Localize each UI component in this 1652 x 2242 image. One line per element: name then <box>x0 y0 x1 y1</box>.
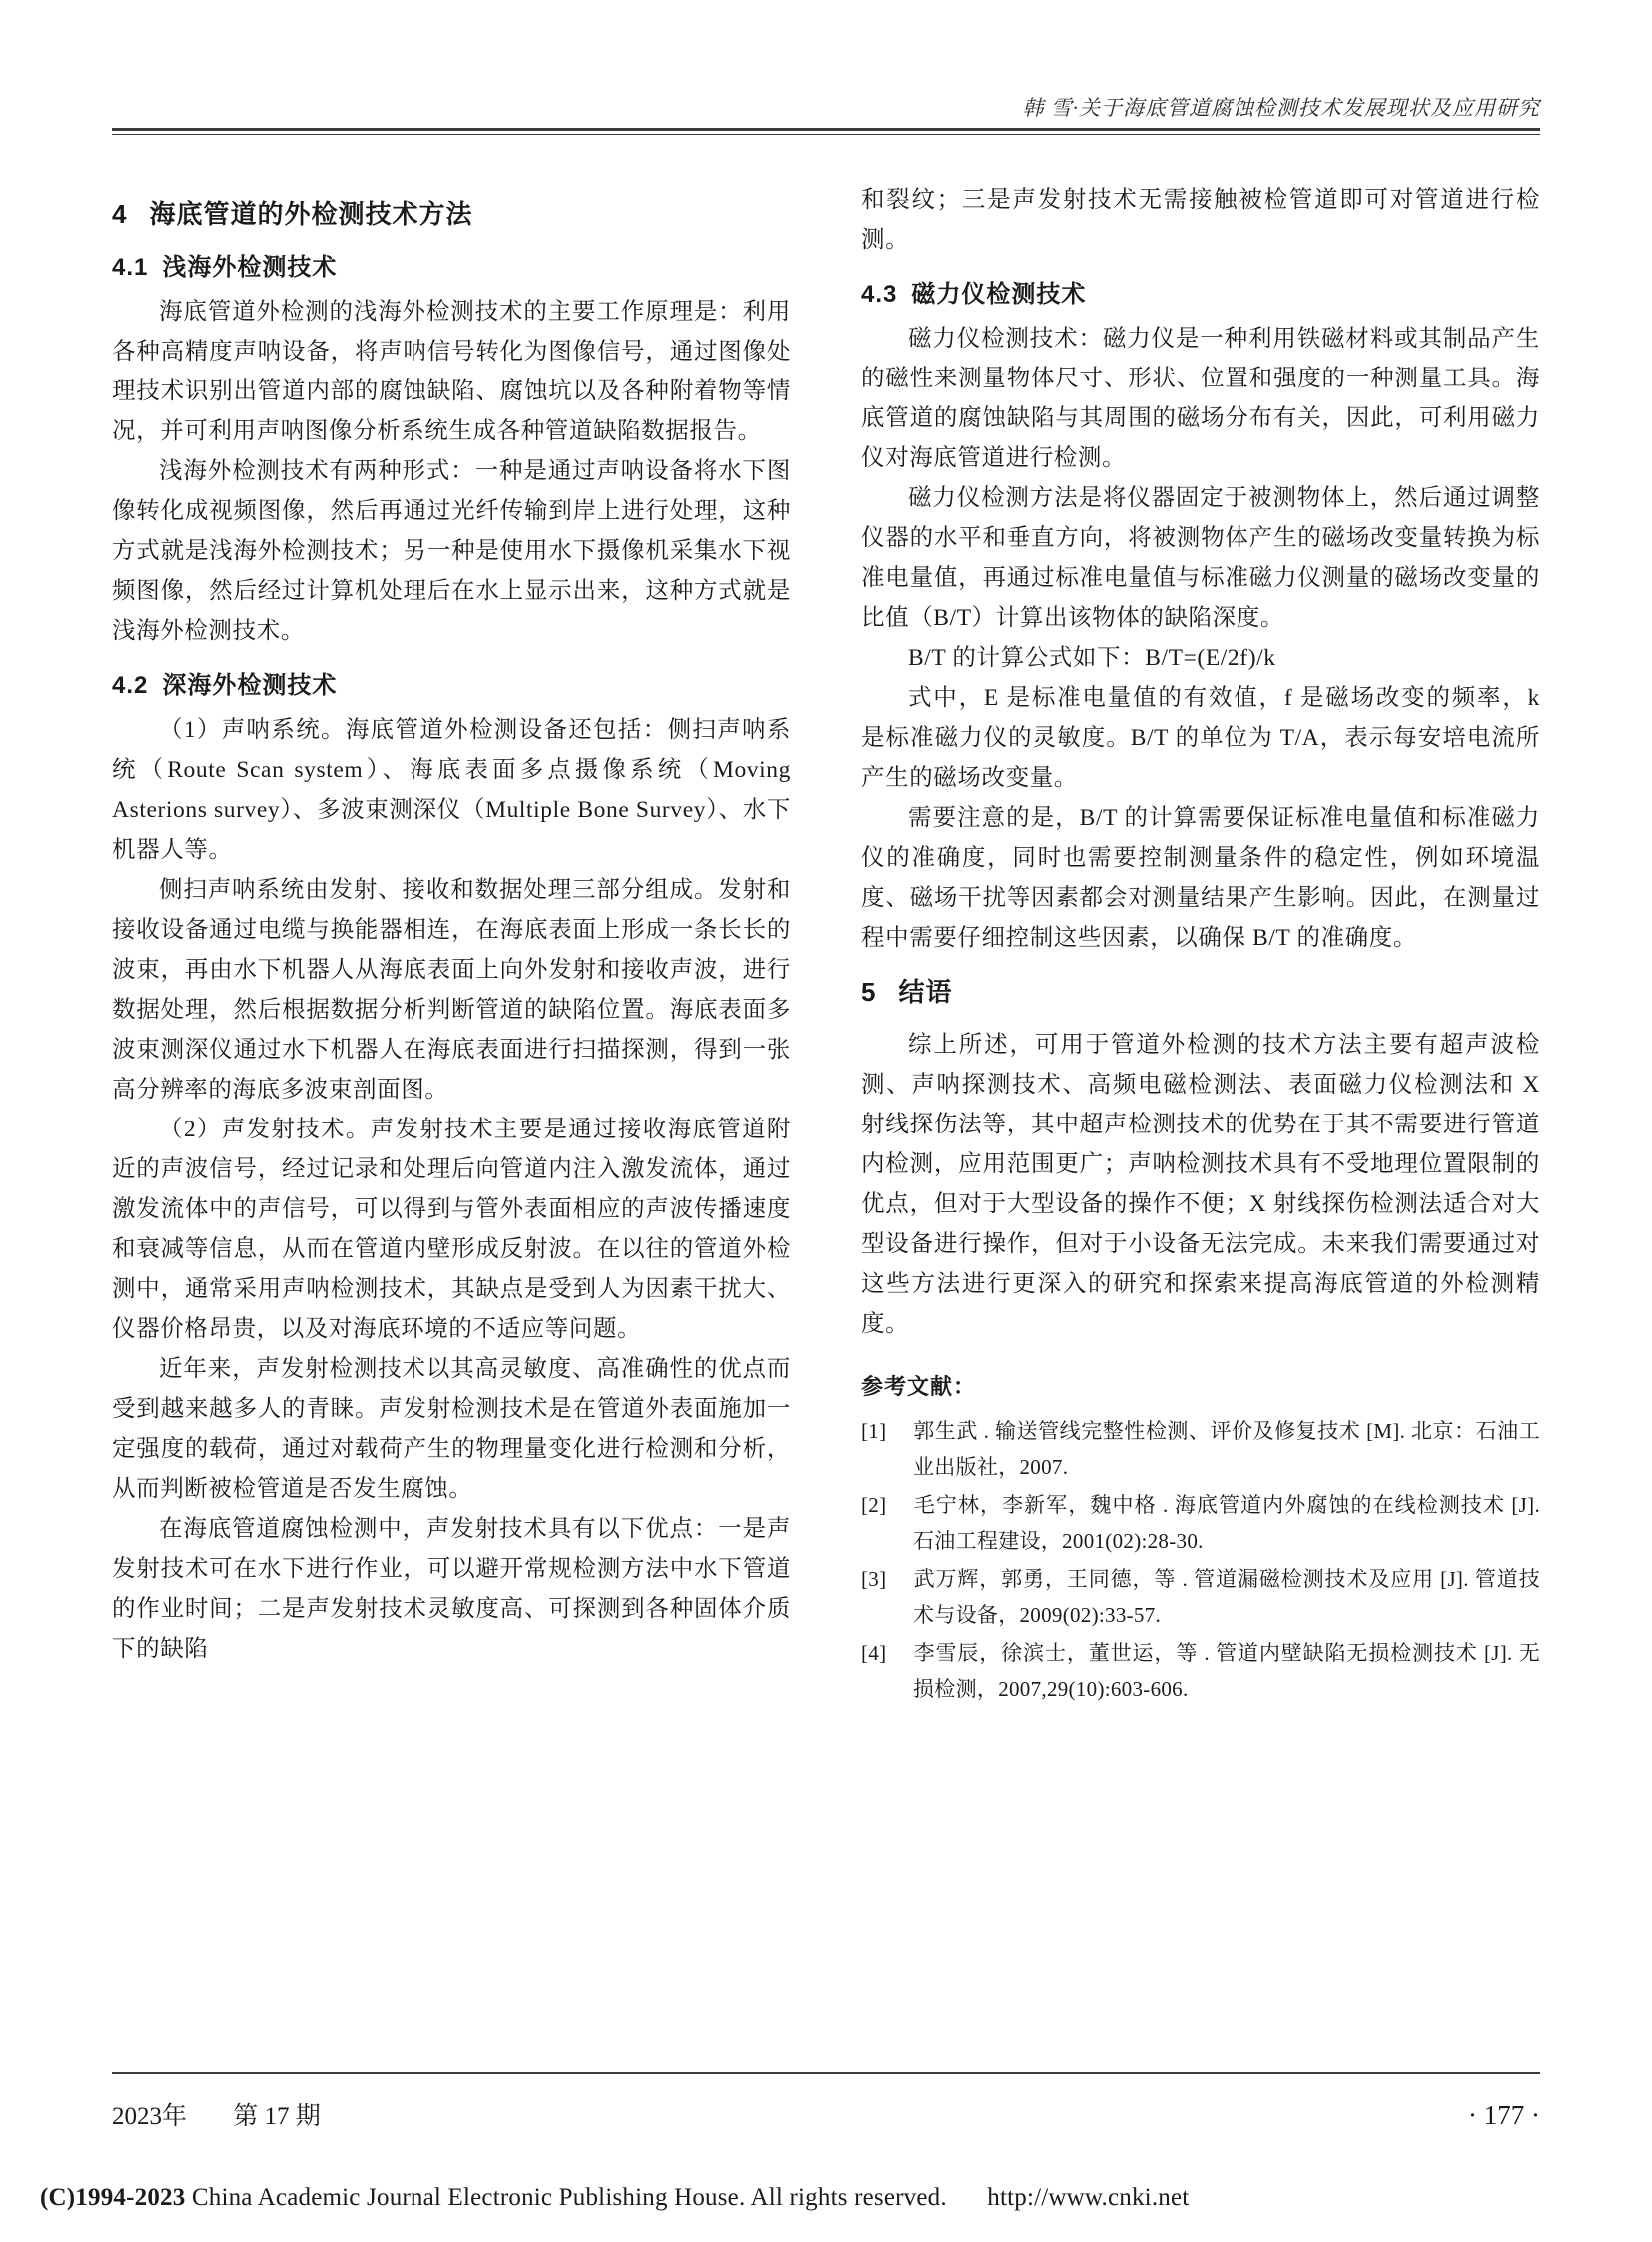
paragraph-4-3-4: 式中，E 是标准电量值的有效值，f 是磁场改变的频率，k 是标准磁力仪的灵敏度。B/T 的单位为 T/A，表示每安培电流所产生的磁场改变量。 <box>861 685 1540 791</box>
heading-section-5-title: 结语 <box>898 977 953 1007</box>
heading-section-4-2-number: 4.2 <box>112 672 149 699</box>
header-rule-thick <box>112 128 1540 131</box>
heading-section-4-3 <box>861 274 1540 309</box>
copyright-body: China Academic Journal Electronic Publishing House. All rights reserved. <box>191 2184 947 2211</box>
footer-year: 2023年 <box>112 2103 188 2130</box>
references-heading: 参考文献： <box>861 1374 977 1399</box>
reference-tag: [3] <box>861 1567 887 1591</box>
footer-left <box>112 2096 321 2132</box>
reference-item <box>861 1487 1540 1559</box>
reference-tag: [2] <box>861 1493 887 1517</box>
paragraph-4-2-4: 近年来，声发射检测技术以其高灵敏度、高准确性的优点而受到越来越多人的青睐。声发射检测技术是在管道外表面施加一定强度的载荷，通过对载荷产生的物理量变化进行检测和分析，从而判断被检管道是否发生腐蚀。 <box>112 1356 791 1502</box>
copyright-notice <box>40 2184 1612 2212</box>
paragraph-continued: 和裂纹；三是声发射技术无需接触被检管道即可对管道进行检测。 <box>861 187 1540 253</box>
header-rule-thin <box>112 134 1540 135</box>
paragraph-4-3-5: 需要注意的是，B/T 的计算需要保证标准电量值和标准磁力仪的准确度，同时也需要控制测量条件的稳定性，例如环境温度、磁场干扰等因素都会对测量结果产生影响。因此，在测量过程中需要仔细控制这些因素，以确保 B/T 的准确度。 <box>861 805 1540 951</box>
paragraph-5-1: 综上所述，可用于管道外检测的技术方法主要有超声波检测、声呐探测技术、高频电磁检测法、表面磁力仪检测法和 X 射线探伤法等，其中超声检测技术的优势在于其不需要进行管道内检测，应用范围更广；声呐检测技术具有不受地理位置限制的优点，但对于大型设备的操作不便；X 射线探伤检测法适合对大型设备进行操作，但对于小设备无法完成。未来我们需要通过对这些方法进行更深入的研究和探索来提高海底管道的外检测精度。 <box>861 1032 1540 1337</box>
footer-page-number: · 177 · <box>1468 2100 1540 2130</box>
copyright-prefix: (C)1994-2023 <box>40 2184 186 2211</box>
paragraph-4-2-3: （2）声发射技术。声发射技术主要是通过接收海底管道附近的声波信号，经过记录和处理后向管道内注入激发流体，通过激发流体中的声信号，可以得到与管外表面相应的声波传播速度和衰减等信息，从而在管道内壁形成反射波。在以往的管道外检测中，通常采用声呐检测技术，其缺点是受到人为因素干扰大、仪器价格昂贵，以及对海底环境的不适应等问题。 <box>112 1117 791 1342</box>
heading-section-4-1-number: 4.1 <box>112 254 149 281</box>
reference-text: 武万辉，郭勇，王同德，等 . 管道漏磁检测技术及应用 [J]. 管道技术与设备，2009(02):33-57. <box>913 1567 1540 1627</box>
reference-item <box>861 1561 1540 1633</box>
paragraph-4-2-2: 侧扫声呐系统由发射、接收和数据处理三部分组成。发射和接收设备通过电缆与换能器相连，在海底表面上形成一条长长的波束，再由水下机器人从海底表面上向外发射和接收声波，进行数据处理，然后根据数据分析判断管道的缺陷位置。海底表面多波束测深仪通过水下机器人在海底表面进行扫描探测，得到一张高分辨率的海底多波束剖面图。 <box>112 877 791 1103</box>
paragraph-4-3-1: 磁力仪检测技术：磁力仪是一种利用铁磁材料或其制品产生的磁性来测量物体尺寸、形状、位置和强度的一种测量工具。海底管道的腐蚀缺陷与其周围的磁场分布有关，因此，可利用磁力仪对海底管道进行检测。 <box>861 326 1540 471</box>
heading-section-4-2 <box>112 665 791 700</box>
heading-section-4-title: 海底管道的外检测技术方法 <box>149 199 473 229</box>
heading-section-4-1-title: 浅海外检测技术 <box>162 254 338 281</box>
paragraph-4-2-5: 在海底管道腐蚀检测中，声发射技术具有以下优点：一是声发射技术可在水下进行作业，可以避开常规检测方法中水下管道的作业时间；二是声发射技术灵敏度高、可探测到各种固体介质下的缺陷 <box>112 1516 791 1662</box>
paragraph-4-1-2: 浅海外检测技术有两种形式：一种是通过声呐设备将水下图像转化成视频图像，然后再通过光纤传输到岸上进行处理，这种方式就是浅海外检测技术；另一种是使用水下摄像机采集水下视频图像，然后经过计算机处理后在水上显示出来，这种方式就是浅海外检测技术。 <box>112 458 791 644</box>
reference-tag: [4] <box>861 1641 887 1665</box>
reference-item <box>861 1635 1540 1707</box>
reference-text: 郭生武 . 输送管线完整性检测、评价及修复技术 [M]. 北京：石油工业出版社，2007. <box>913 1419 1540 1479</box>
page-footer <box>112 2096 1540 2132</box>
reference-item <box>861 1413 1540 1485</box>
heading-section-4 <box>112 194 791 231</box>
heading-section-4-number: 4 <box>112 199 128 229</box>
heading-section-4-2-title: 深海外检测技术 <box>162 672 338 699</box>
reference-text: 毛宁林，李新军，魏中格 . 海底管道内外腐蚀的在线检测技术 [J]. 石油工程建设，2001(02):28-30. <box>913 1493 1540 1553</box>
left-column <box>112 180 791 2042</box>
heading-section-4-3-number: 4.3 <box>861 281 898 308</box>
footer-issue: 第 17 期 <box>233 2103 321 2130</box>
heading-section-5-number: 5 <box>861 977 877 1007</box>
right-column <box>861 180 1540 2042</box>
reference-tag: [1] <box>861 1419 887 1443</box>
heading-section-4-3-title: 磁力仪检测技术 <box>911 281 1087 308</box>
paragraph-4-1-1: 海底管道外检测的浅海外检测技术的主要工作原理是：利用各种高精度声呐设备，将声呐信号转化为图像信号，通过图像处理技术识别出管道内部的腐蚀缺陷、腐蚀坑以及各种附着物等情况，并可利用声呐图像分析系统生成各种管道缺陷数据报告。 <box>112 299 791 444</box>
paragraph-4-3-formula: B/T 的计算公式如下：B/T=(E/2f)/k <box>908 645 1276 671</box>
reference-text: 李雪辰，徐滨士，董世运，等 . 管道内壁缺陷无损检测技术 [J]. 无损检测，2007,29(10):603-606. <box>913 1641 1540 1701</box>
paragraph-4-2-1: （1）声呐系统。海底管道外检测设备还包括：侧扫声呐系统（Route Scan system）、海底表面多点摄像系统（Moving Asterions survey）、多波束测深仪（Multiple Bone Survey）、水下机器人等。 <box>112 717 791 863</box>
footer-rule <box>112 2072 1540 2074</box>
two-column-body <box>112 180 1540 2042</box>
heading-section-4-1 <box>112 247 791 282</box>
running-head: 韩 雪·关于海底管道腐蚀检测技术发展现状及应用研究 <box>1022 96 1540 120</box>
heading-section-5 <box>861 972 1540 1009</box>
paragraph-4-3-2: 磁力仪检测方法是将仪器固定于被测物体上，然后通过调整仪器的水平和垂直方向，将被测物体产生的磁场改变量转换为标准电量值，再通过标准电量值与标准磁力仪测量的磁场改变量的比值（B/T）计算出该物体的缺陷深度。 <box>861 485 1540 631</box>
copyright-url: http://www.cnki.net <box>987 2184 1190 2211</box>
